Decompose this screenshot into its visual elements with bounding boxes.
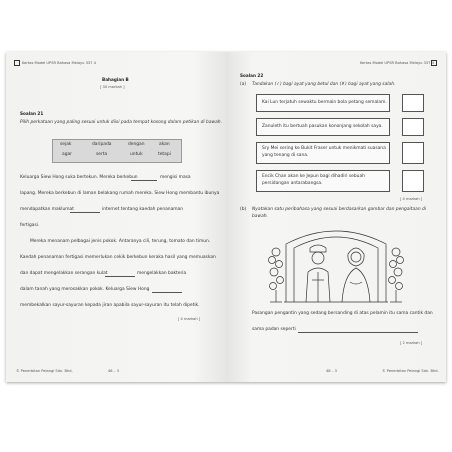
word-option: agar	[62, 152, 72, 157]
passage-line: mengisi masa	[160, 175, 191, 180]
sentence-text: Kai Lun terjatuh sewaktu bermain bola petang semalam.	[262, 100, 387, 105]
word-option: untuk	[130, 152, 143, 157]
tick-answer-box[interactable]	[402, 94, 424, 112]
passage-line: mengelakkan bakteria	[137, 271, 187, 276]
passage-line: Keluarga Siew Hong suka bertekun. Mereka berkebun	[20, 175, 138, 180]
passage-line: dalam tanah yang merosakkan pokok. Keluarga Siew Hong	[20, 287, 150, 292]
part-a-marks: [ 4 markah ]	[400, 197, 423, 201]
left-page	[6, 52, 226, 382]
word-option: dengan	[128, 142, 145, 147]
part-b-caption: sama padan seperti	[252, 327, 296, 332]
part-b-label: (b)	[240, 207, 247, 212]
word-option: tetapi	[158, 152, 171, 157]
section-title: Bahagian B	[102, 77, 129, 82]
part-b-instruction: bawah.	[252, 214, 268, 219]
word-option: sejak	[60, 142, 72, 147]
answer-blank[interactable]	[131, 177, 157, 181]
word-option: daripada	[92, 142, 112, 147]
publisher-logo-icon	[14, 60, 20, 66]
left-page-number: 46 – 3	[108, 369, 119, 373]
passage-line: membekalkan sayur-sayuran kepada jiran apabila sayur-sayuran itu telah dipetik.	[20, 303, 200, 308]
part-b-marks: [ 2 markah ]	[400, 341, 423, 345]
left-footer-copyright: © Penerbitan Pelangi Sdn. Bhd.	[16, 369, 73, 373]
passage-line: Kaedah penanaman fertigasi memerlukan cekik berkebun keraka hasil yang memuaskan	[20, 255, 216, 260]
tick-answer-box[interactable]	[402, 170, 424, 192]
publisher-logo-icon	[431, 60, 437, 66]
passage-line: mendapatkan maklumat	[20, 207, 74, 212]
part-b-caption: Pasangan pengantin yang sedang bersanding di atas pelamin itu sama cantik dan	[252, 311, 433, 316]
word-option: serta	[96, 152, 108, 157]
wedding-couple-illustration	[266, 224, 406, 304]
part-b-instruction: Nyatakan satu peribahasa yang sesuai berdasarkan gambar dan pengaitaan di	[252, 207, 427, 212]
question-21-marks: [ 4 markah ]	[178, 317, 201, 321]
tick-answer-box[interactable]	[402, 118, 424, 136]
passage-line: dan dapat mengelakkan serangan kulat	[20, 271, 108, 276]
part-a-instruction: Tandakan (✓) bagi ayat yang betul dan (✗) bagi ayat yang salah.	[252, 82, 396, 87]
right-footer-copyright: © Penerbitan Pelangi Sdn. Bhd.	[382, 369, 439, 373]
passage-line: lapang. Mereka berkebun di laman belakang rumah mereka. Siew Hong membantu ibunya	[20, 191, 220, 196]
answer-blank[interactable]	[298, 329, 418, 333]
right-header: Kertas Model UPSR Bahasa Melayu 337 4	[360, 61, 434, 65]
question-21-instruction: Pilih perkataan yang paling sesuai untuk diisi pada tempat kosong dalam petikan di bawah.	[20, 120, 222, 125]
answer-blank[interactable]	[70, 209, 100, 213]
tick-answer-box[interactable]	[402, 142, 424, 164]
question-22-label: Soalan 22	[240, 73, 264, 78]
left-header: Kertas Model UPSR Bahasa Melayu 337 4	[22, 61, 96, 65]
answer-blank[interactable]	[105, 273, 135, 277]
passage-line: internet tentang kaedah penanaman	[102, 207, 184, 212]
sentence-text: Sry Mei sering ke Bukit Fraser untuk menikmati suasana yang tenang di sana.	[262, 146, 386, 158]
book-spread	[6, 52, 446, 382]
sentence-text: Zanuleth itu bertuah pasukan kononjang sekolah saya.	[262, 124, 383, 129]
part-a-label: (a)	[240, 82, 247, 87]
passage-line: Mereka menanam pelbagai jenis pokok. Antaranya cili, terung, tomato dan timun.	[30, 239, 211, 244]
word-option: akan	[159, 142, 170, 147]
right-page	[226, 52, 446, 382]
answer-blank[interactable]	[152, 289, 182, 293]
question-21-label: Soalan 21	[20, 111, 44, 116]
right-page-number: 48 – 3	[326, 369, 337, 373]
sentence-text: Encik Chan akan ke Jepun bagi dihadiri sebuah persidangan antarabangsa.	[262, 174, 365, 186]
section-marks: [ 30 markah ]	[100, 85, 125, 89]
passage-line: fertigasi.	[20, 223, 40, 228]
